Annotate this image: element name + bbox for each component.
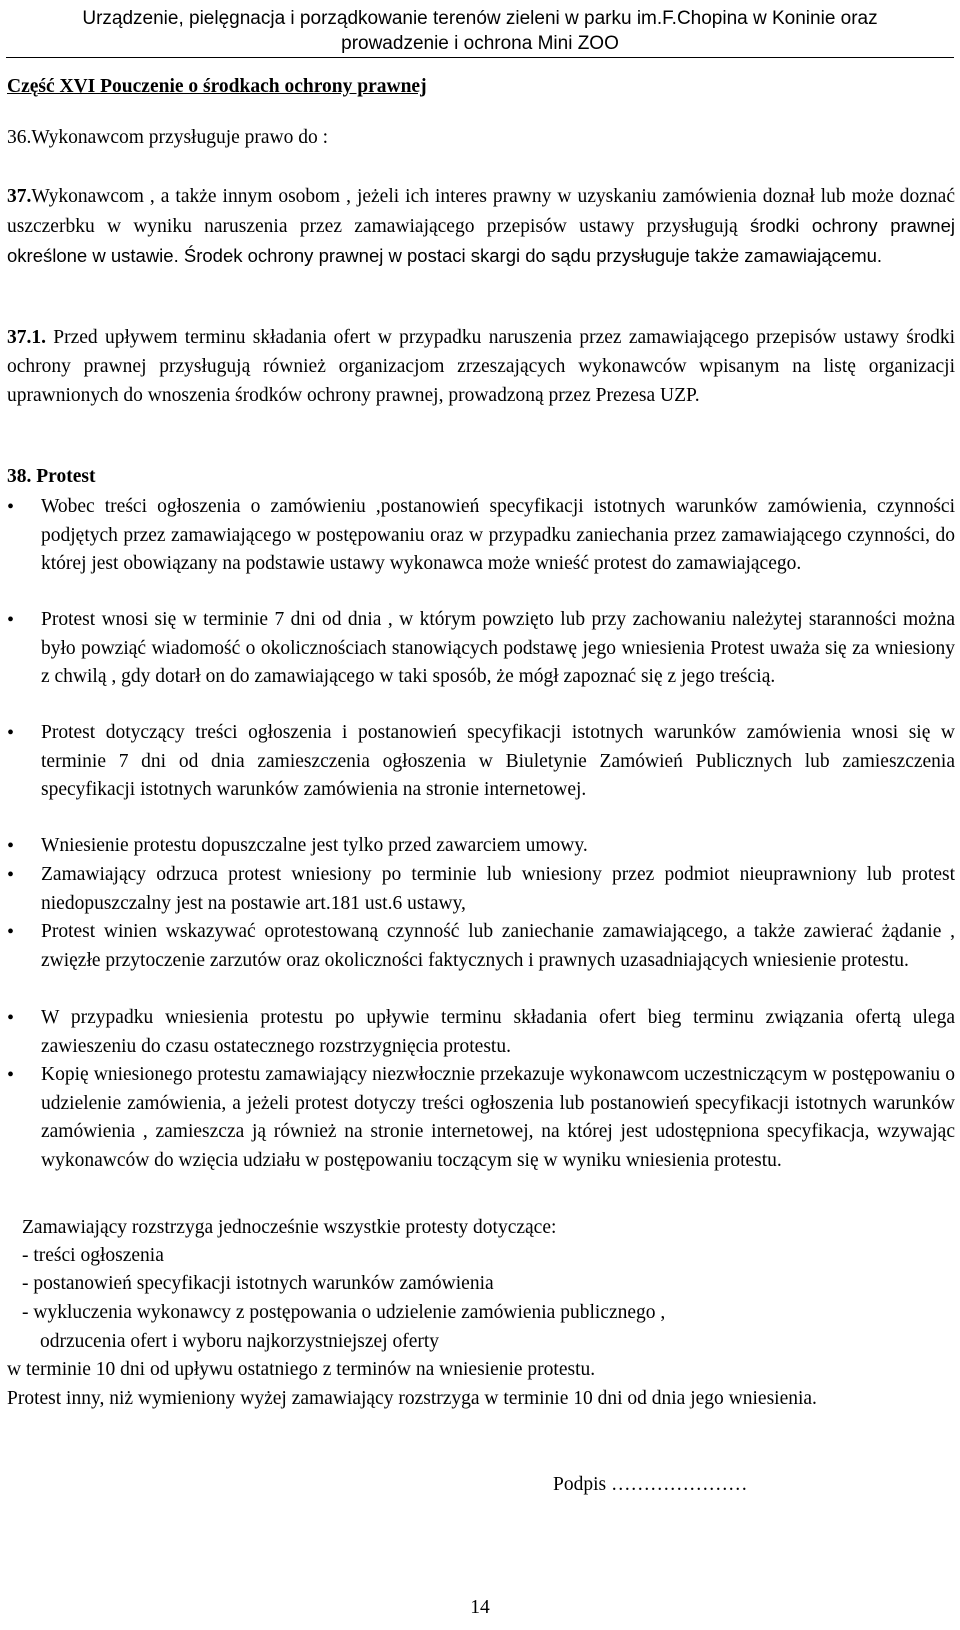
paragraph-37-1-text: Przed upływem terminu składania ofert w przypadku naruszenia przez zamawiającego przepisów ustawy środki ochrony prawnej przysługują również organizacjom zrzeszających wykonawców wpisanym na listę organizacji uprawnionych do wnoszenia środków ochrony prawnej, prowadzoną przez Prezesa UZP. [7, 327, 955, 406]
bullet-text: Kopię wniesionego protestu zamawiający niezwłocznie przekazuje wykonawcom uczestniczącym w postępowaniu o udzielenie zamówienia, a jeżeli protest dotyczy treści ogłoszenia lub postanowień specyfikacji istotnych warunków zamówienia , zamieszcza ją również na stronie internetowej, na której jest udostępniona specyfikacja, wzywając wykonawców do wzięcia udziału w postępowaniu toczącym się w wyniku wniesienia protestu. [41, 1064, 955, 1171]
signature-line: Podpis ………………… [553, 1474, 748, 1495]
bullet-text: Protest winien wskazywać oprotestowaną czynność lub zaniechanie zamawiającego, a także zawierać żądanie , zwięzłe przytoczenie zarzutów oraz okoliczności faktycznych i prawnych uzasadniających wniesienie protestu. [41, 921, 955, 971]
bullet-text: Protest wnosi się w terminie 7 dni od dnia , w którym powzięto lub przy zachowaniu należytej staranności można było powziąć wiadomość o okolicznościach stanowiących podstawę jego wniesienia Protest uważa się za wniesiony z chwilą , gdy dotarł on do zamawiającego w taki sposób, że mógł zapoznać się z jego treścią. [41, 609, 955, 687]
bullet-text: Wniesienie protestu dopuszczalne jest tylko przed zawarciem umowy. [41, 835, 588, 856]
bullet-text: Protest dotyczący treści ogłoszenia i postanowień specyfikacji istotnych warunków zamówienia wnosi się w terminie 7 dni od dnia zamieszczenia ogłoszenia w Biuletynie Zamówień Publicznych lub zamieszczenia specyfikacji istotnych warunków zamówienia na stronie internetowej. [41, 722, 955, 800]
other-protest-paragraph: Protest inny, niż wymieniony wyżej zamawiający rozstrzyga w terminie 10 dni od dnia jego wniesienia. [7, 1388, 817, 1409]
page-number: 14 [470, 1597, 490, 1618]
bullet-dot: • [7, 1064, 15, 1086]
page-header-line-2: prowadzenie i ochrona Mini ZOO [341, 33, 619, 54]
paragraph-36: 36.Wykonawcom przysługuje prawo do : [7, 127, 329, 148]
paragraph-37-text-b: środki ochrony prawnej określone w ustawie. Środek ochrony prawnej w postaci skargi do sądu przysługuje także zamawiającemu. [7, 215, 955, 266]
protest-heading: 38. Protest [7, 466, 96, 487]
bullet-dot: • [7, 496, 15, 518]
page-header-line-1: Urządzenie, pielęgnacja i porządkowanie terenów zieleni w parku im.F.Chopina w Koninie oraz [82, 8, 878, 29]
bullet-dot: • [7, 864, 15, 886]
bullet-text: W przypadku wniesienia protestu po upływie terminu składania ofert bieg terminu związania ofertą ulega zawieszeniu do czasu ostatecznego rozstrzygnięcia protestu. [41, 1007, 955, 1057]
bullet-dot: • [7, 722, 15, 744]
protest-bullet-list [7, 493, 955, 1183]
section-title: Część XVI Pouczenie o środkach ochrony prawnej [7, 76, 427, 97]
deadline-line: w terminie 10 dni od upływu ostatniego z terminów na wniesienie protestu. [7, 1359, 596, 1380]
bullet-dot: • [7, 835, 15, 857]
dash-item: - treści ogłoszenia [22, 1245, 164, 1266]
dash-item: - postanowień specyfikacji istotnych warunków zamówienia [22, 1273, 494, 1294]
bullet-text: Zamawiający odrzuca protest wniesiony po terminie lub wniesiony przez podmiot nieuprawniony lub protest niedopuszczalny jest na postawie art.181 ust.6 ustawy, [41, 864, 955, 914]
paragraph-37-1-number: 37.1. [7, 327, 46, 348]
bullet-text: Wobec treści ogłoszenia o zamówieniu ,postanowień specyfikacji istotnych warunków zamówienia, czynności podjętych przez zamawiającego w postępowaniu oraz w przypadku zaniechania przez zamawiającego czynności, do której jest obowiązany na podstawie ustawy wykonawca może wnieść protest do zamawiającego. [41, 496, 955, 574]
resolve-intro: Zamawiający rozstrzyga jednocześnie wszystkie protesty dotyczące: [22, 1217, 557, 1238]
paragraph-37 [7, 182, 955, 271]
bullet-dot: • [7, 609, 15, 631]
paragraph-37-text-a: Wykonawcom , a także innym osobom , jeżeli ich interes prawny w uzyskaniu zamówienia doznał lub może doznać uszczerbku w wyniku naruszenia przez zamawiającego przepisów ustawy przysługują [7, 186, 955, 237]
header-rule [6, 57, 954, 58]
bullet-dot: • [7, 921, 15, 943]
dash-continuation: odrzucenia ofert i wyboru najkorzystniejszej oferty [40, 1331, 440, 1352]
dash-item: - wykluczenia wykonawcy z postępowania o udzielenie zamówienia publicznego , [22, 1302, 666, 1323]
paragraph-37-1 [7, 323, 955, 410]
bullet-dot: • [7, 1007, 15, 1029]
paragraph-37-number: 37. [7, 186, 32, 207]
